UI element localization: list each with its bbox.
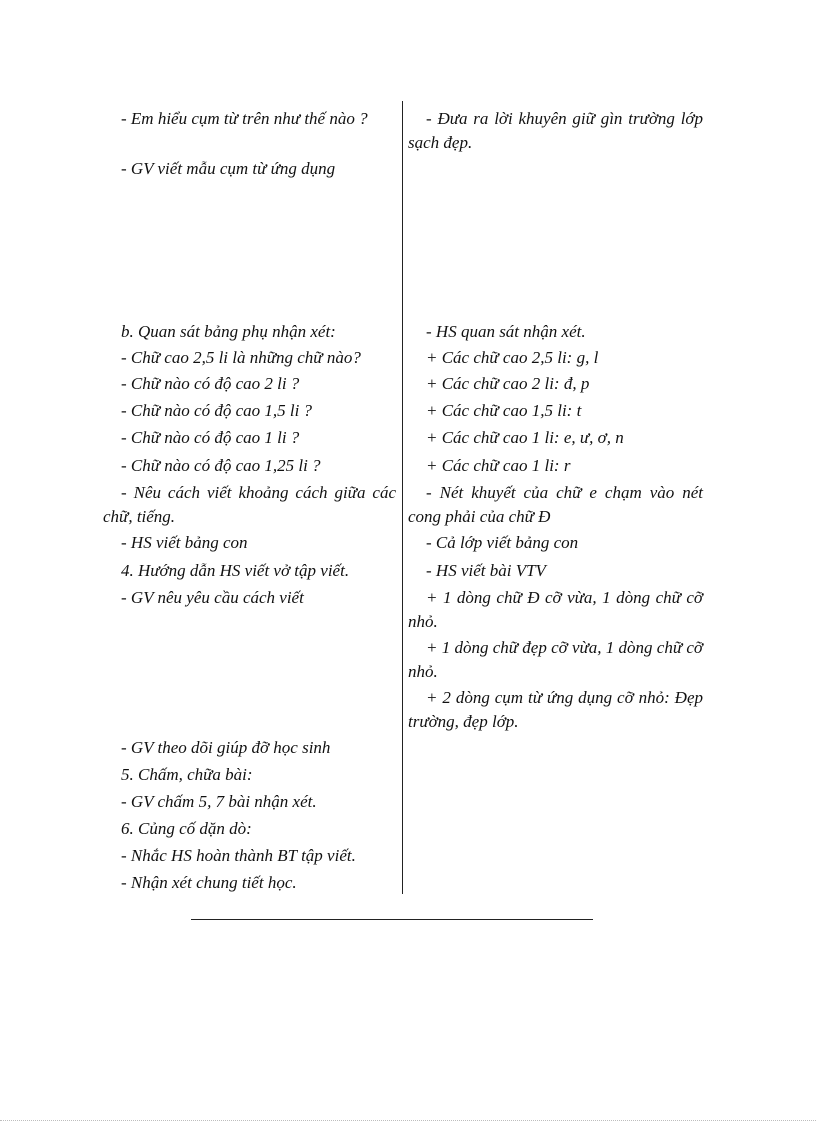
section-b-observe: b. Quan sát bảng phụ nhận xét: — [121, 322, 336, 341]
answer-height-1-25: + Các chữ cao 1 li: r — [426, 456, 571, 475]
answer-height-2: + Các chữ cao 2 li: đ, p — [426, 374, 590, 393]
end-rule — [191, 919, 593, 920]
gv-monitor: - GV theo dõi giúp đỡ học sinh — [121, 738, 331, 757]
hs-write-notebook: - HS viết bài VTV — [426, 561, 546, 580]
section-5-heading: 5. Chấm, chữa bài: — [121, 765, 253, 784]
gv-requirements: - GV nêu yêu cầu cách viết — [121, 588, 304, 607]
question-meaning: - Em hiểu cụm từ trên như thế nào ? — [121, 109, 368, 128]
hs-board-writing: - HS viết bảng con — [121, 533, 248, 552]
question-spacing: - Nêu cách viết khoảng cách giữa các chữ, tiếng. — [103, 483, 396, 526]
column-divider — [402, 101, 403, 894]
gv-grade: - GV chấm 5, 7 bài nhận xét. — [121, 792, 317, 811]
page-bottom-border — [0, 1120, 816, 1121]
section-4-heading: 4. Hướng dẫn HS viết vở tập viết. — [121, 561, 350, 580]
question-height-2: - Chữ nào có độ cao 2 li ? — [121, 374, 300, 393]
question-height-1-5: - Chữ nào có độ cao 1,5 li ? — [121, 401, 313, 420]
write-item-2: + 1 dòng chữ đẹp cỡ vừa, 1 dòng chữ cỡ nhỏ. — [408, 638, 703, 681]
answer-height-1: + Các chữ cao 1 li: e, ư, ơ, n — [426, 428, 624, 447]
gv-sample-writing: - GV viết mẫu cụm từ ứng dụng — [121, 159, 336, 178]
answer-spacing: - Nét khuyết của chữ e chạm vào nét cong phải của chữ Đ — [408, 483, 703, 526]
question-height-1: - Chữ nào có độ cao 1 li ? — [121, 428, 300, 447]
question-height-1-25: - Chữ nào có độ cao 1,25 li ? — [121, 456, 321, 475]
hs-observe: - HS quan sát nhận xét. — [426, 322, 586, 341]
class-board-writing: - Cả lớp viết bảng con — [426, 533, 579, 552]
write-item-1: + 1 dòng chữ Đ cỡ vừa, 1 dòng chữ cỡ nhỏ. — [408, 588, 703, 631]
answer-height-2-5: + Các chữ cao 2,5 li: g, l — [426, 348, 599, 367]
answer-height-1-5: + Các chữ cao 1,5 li: t — [426, 401, 582, 420]
write-item-3: + 2 dòng cụm từ ứng dụng cỡ nhỏ: Đẹp trường, đẹp lớp. — [408, 688, 703, 731]
section-6-heading: 6. Củng cố dặn dò: — [121, 819, 252, 838]
reminder: - Nhắc HS hoàn thành BT tập viết. — [121, 846, 356, 865]
question-height-2-5: - Chữ cao 2,5 li là những chữ nào? — [121, 348, 361, 367]
advice-answer: - Đưa ra lời khuyên giữ gìn trường lớp sạch đẹp. — [408, 109, 703, 152]
general-comment: - Nhận xét chung tiết học. — [121, 873, 297, 892]
